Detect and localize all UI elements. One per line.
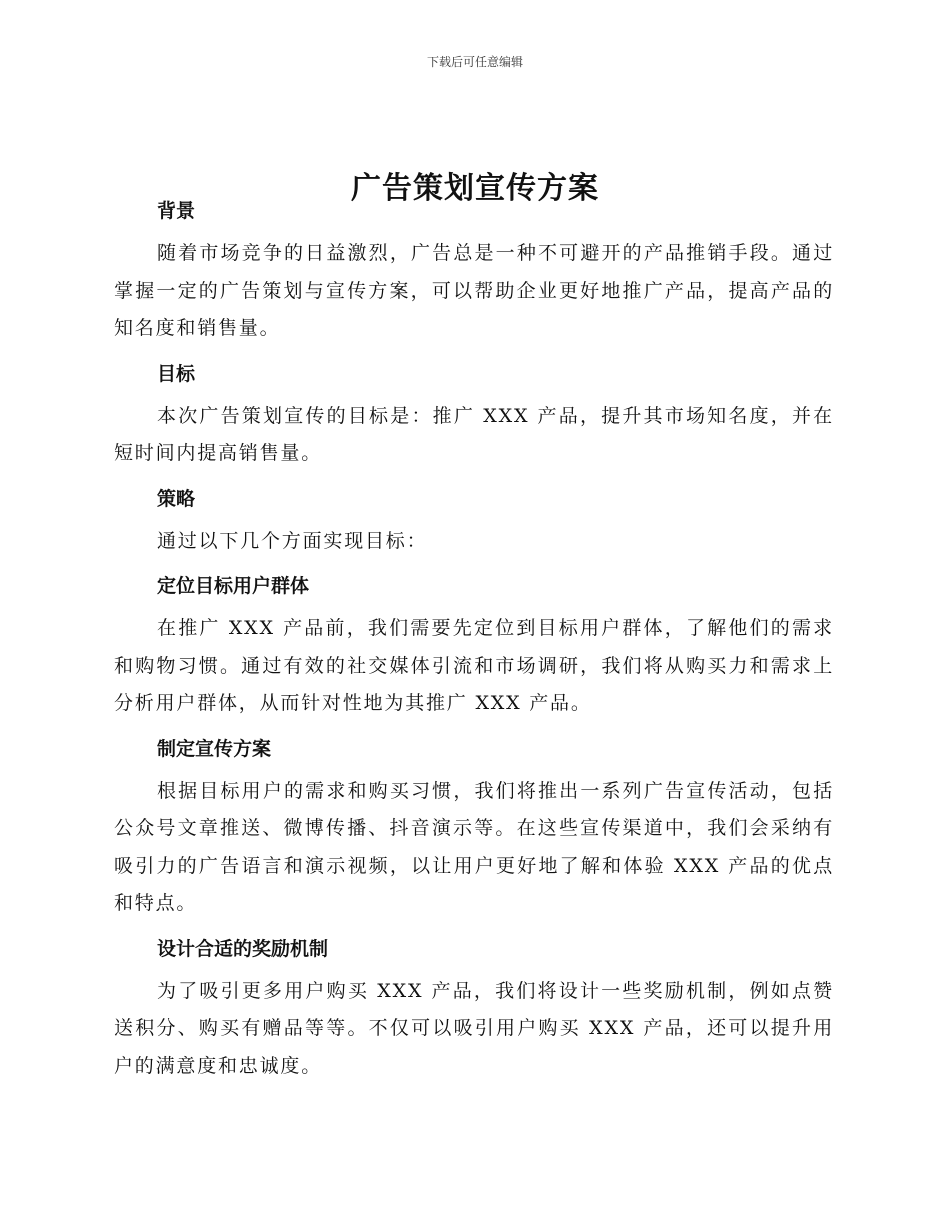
document-body bbox=[114, 193, 834, 1085]
section-heading-strategy: 策略 bbox=[157, 487, 196, 510]
section-paragraph-goal: 本次广告策划宣传的目标是：推广 XXX 产品，提升其市场知名度，并在短时间内提高销售量。 bbox=[114, 404, 834, 464]
section-paragraph-background: 随着市场竞争的日益激烈，广告总是一种不可避开的产品推销手段。通过掌握一定的广告策划与宣传方案，可以帮助企业更好地推广产品，提高产品的知名度和销售量。 bbox=[114, 242, 834, 339]
section-paragraph-reward: 为了吸引更多用户购买 XXX 产品，我们将设计一些奖励机制，例如点赞送积分、购买有赠品等等。不仅可以吸引用户购买 XXX 产品，还可以提升用户的满意度和忠诚度。 bbox=[114, 979, 834, 1077]
section-heading-reward: 设计合适的奖励机制 bbox=[157, 937, 329, 960]
section-paragraph-strategy: 通过以下几个方面实现目标： bbox=[157, 529, 428, 552]
document-title: 广告策划宣传方案 bbox=[351, 171, 599, 207]
header-note: 下载后可任意编辑 bbox=[426, 55, 523, 69]
section-paragraph-plan: 根据目标用户的需求和购买习惯，我们将推出一系列广告宣传活动，包括公众号文章推送、微博传播、抖音演示等。在这些宣传渠道中，我们会采纳有吸引力的广告语言和演示视频，以让用户更好地了解和体验 XXX 产品的优点和特点。 bbox=[114, 779, 834, 914]
section-paragraph-positioning: 在推广 XXX 产品前，我们需要先定位到目标用户群体，了解他们的需求和购物习惯。通过有效的社交媒体引流和市场调研，我们将从购买力和需求上分析用户群体，从而针对性地为其推广 XXX 产品。 bbox=[114, 617, 834, 714]
section-heading-goal: 目标 bbox=[157, 362, 196, 385]
section-heading-positioning: 定位目标用户群体 bbox=[157, 575, 310, 597]
section-heading-background: 背景 bbox=[157, 200, 196, 222]
section-heading-plan: 制定宣传方案 bbox=[157, 737, 272, 760]
